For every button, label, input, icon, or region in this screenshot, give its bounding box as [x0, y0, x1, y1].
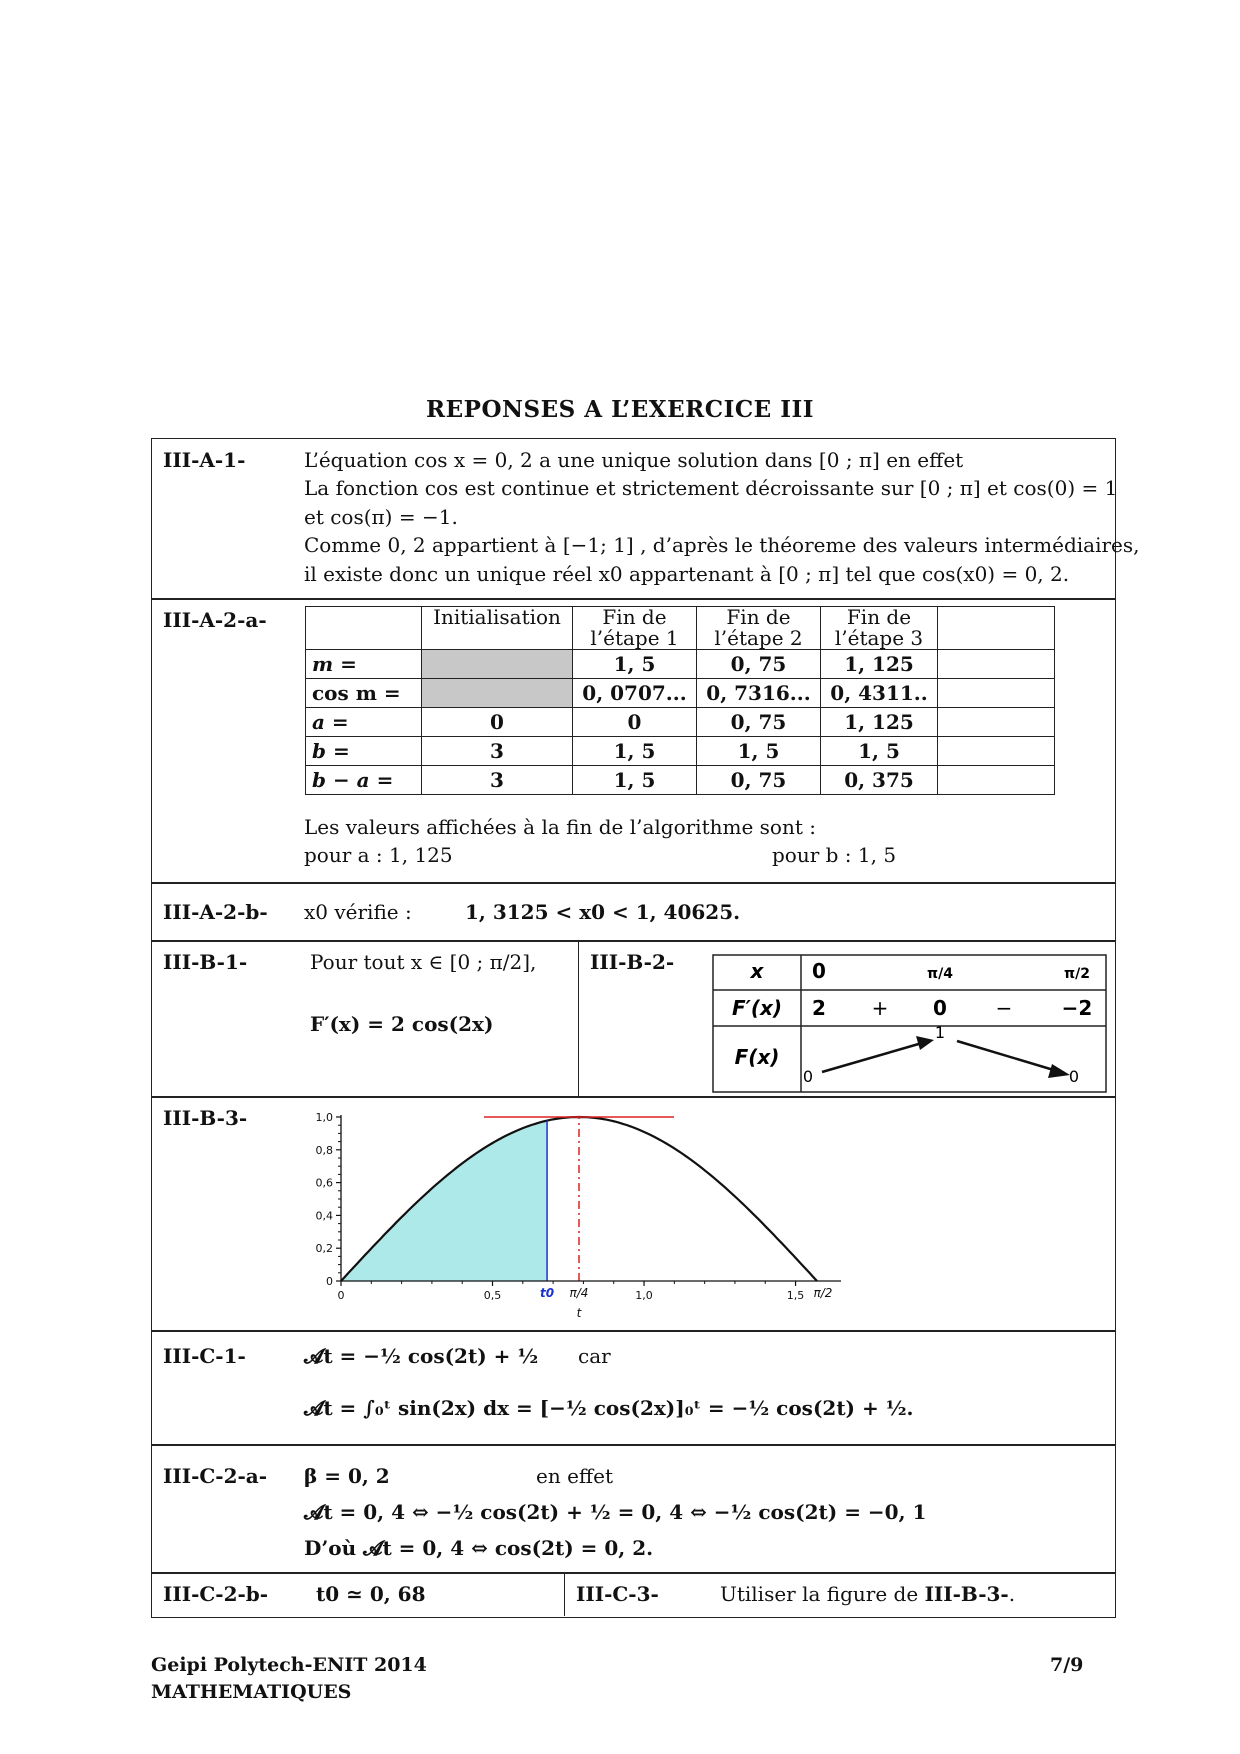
c2a-beta: β = 0, 2 — [304, 1464, 390, 1488]
label-a1: III-A-1- — [163, 448, 246, 472]
c1-car: car — [578, 1344, 611, 1368]
algorithm-table — [305, 606, 1055, 795]
vt-f-1: 1 — [934, 1023, 946, 1042]
c2a-en-effet: en effet — [536, 1464, 613, 1488]
label-a2a: III-A-2-a- — [163, 608, 267, 632]
special-tick-label: π/2 — [813, 1286, 833, 1300]
a2a-pour-b: pour b : 1, 5 — [772, 843, 897, 867]
section-c1 — [151, 1330, 1116, 1446]
header-step2: Fin de l’étape 2 — [697, 607, 821, 650]
shaded-area — [341, 1121, 547, 1281]
decreasing-arrow — [957, 1041, 1057, 1071]
c2a-line3: D’où 𝓐t = 0, 4 ⇔ cos(2t) = 0, 2. — [304, 1536, 654, 1560]
c1-line2: 𝓐t = ∫₀ᵗ sin(2x) dx = [−½ cos(2x)]₀ᵗ = −½ cos(2t) + ½. — [304, 1396, 914, 1420]
a2a-pour-a: pour a : 1, 125 — [304, 843, 453, 867]
c2b-text: t0 ≃ 0, 68 — [316, 1582, 426, 1606]
y-tick-label: 1,0 — [315, 1111, 333, 1124]
table-row: cos m = 0, 0707... 0, 7316... 0, 4311.. — [306, 679, 1055, 708]
vt-x-0: 0 — [812, 959, 826, 983]
vt-fp-3: − — [995, 996, 1013, 1020]
label-b2: III-B-2- — [590, 950, 675, 974]
label-a2b: III-A-2-b- — [163, 900, 268, 924]
a2b-ineq: 1, 3125 < x0 < 1, 40625. — [465, 900, 741, 924]
vt-fp-4: −2 — [1061, 996, 1093, 1020]
vt-f-label: F(x) — [734, 1045, 780, 1069]
c2a-line2: 𝓐t = 0, 4 ⇔ −½ cos(2t) + ½ = 0, 4 ⇔ −½ cos(2t) = −0, 1 — [304, 1500, 927, 1524]
x-tick-label: 0 — [337, 1289, 345, 1302]
label-c2b: III-C-2-b- — [163, 1582, 269, 1606]
header-step3: Fin de l’étape 3 — [821, 607, 938, 650]
y-tick-label: 0,8 — [315, 1143, 333, 1157]
footer-subject: MATHEMATIQUES — [151, 1681, 352, 1703]
table-row: b − a = 3 1, 5 0, 75 0, 375 — [306, 766, 1055, 795]
special-tick-label: π/4 — [569, 1286, 589, 1300]
b1-line2: F′(x) = 2 cos(2x) — [310, 1012, 494, 1036]
decreasing-arrow-head — [1048, 1064, 1070, 1078]
label-c1: III-C-1- — [163, 1344, 246, 1368]
y-tick-label: 0,2 — [315, 1242, 333, 1256]
label-b3: III-B-3- — [163, 1106, 248, 1130]
vt-f-0: 0 — [802, 1067, 814, 1086]
divider-b — [578, 940, 579, 1096]
increasing-arrow-head — [916, 1036, 934, 1050]
header-empty — [938, 607, 1055, 650]
b1-line1: Pour tout x ∈ [0 ; π/2], — [310, 950, 537, 974]
a1-line1: L’équation cos x = 0, 2 a une unique solution dans [0 ; π] en effet — [304, 448, 964, 472]
footer-school: Geipi Polytech-ENIT 2014 — [151, 1654, 427, 1676]
y-tick-label: 0,6 — [315, 1176, 333, 1190]
a2a-after: Les valeurs affichées à la fin de l’algorithme sont : — [304, 815, 816, 839]
x-tick-label: 1,5 — [786, 1289, 805, 1302]
divider-c — [564, 1572, 565, 1616]
a2b-text: x0 vérifie : — [304, 900, 412, 924]
label-c3: III-C-3- — [576, 1582, 659, 1606]
page-number: 7/9 — [1050, 1654, 1084, 1676]
variation-table — [712, 954, 1107, 1094]
table-row: b = 3 1, 5 1, 5 1, 5 — [306, 737, 1055, 766]
label-b1: III-B-1- — [163, 950, 248, 974]
vt-fp-2: 0 — [933, 996, 947, 1020]
c1-line1: 𝓐t = −½ cos(2t) + ½ — [304, 1344, 539, 1368]
special-tick-label: t0 — [540, 1286, 555, 1300]
sin-2t-chart — [300, 1106, 860, 1328]
a1-line4: Comme 0, 2 appartient à [−1; 1] , d’après le théoreme des valeurs intermédiaires, — [304, 533, 1140, 557]
vt-x-pi2: π/2 — [1064, 966, 1090, 982]
page-title: REPONSES A L’EXERCICE III — [426, 396, 814, 423]
x-axis-label: t — [576, 1306, 582, 1320]
y-tick-label: 0 — [326, 1275, 333, 1288]
vt-f-2: 0 — [1068, 1067, 1080, 1086]
label-c2a: III-C-2-a- — [163, 1464, 268, 1488]
a1-line5: il existe donc un unique réel x0 appartenant à [0 ; π] tel que cos(x0) = 0, 2. — [304, 562, 1070, 586]
vt-fp-0: 2 — [812, 996, 826, 1020]
a1-line2: La fonction cos est continue et strictement décroissante sur [0 ; π] et cos(0) = 1 — [304, 476, 1118, 500]
header-step1: Fin de l’étape 1 — [573, 607, 697, 650]
vt-x-label: x — [750, 959, 764, 983]
increasing-arrow — [822, 1043, 922, 1072]
a1-line3: et cos(π) = −1. — [304, 505, 458, 529]
y-tick-label: 0,4 — [315, 1209, 333, 1223]
x-tick-label: 0,5 — [483, 1289, 502, 1302]
x-tick-label: 1,0 — [635, 1289, 653, 1302]
vt-fp-1: + — [871, 996, 889, 1020]
table-corner — [306, 607, 422, 650]
vt-fp-label: F′(x) — [731, 996, 783, 1020]
header-init: Initialisation — [422, 607, 573, 650]
vt-x-pi4: π/4 — [927, 966, 953, 982]
table-row: m = 1, 5 0, 75 1, 125 — [306, 650, 1055, 679]
c3-text: Utiliser la figure de III-B-3-. — [720, 1582, 1016, 1606]
table-row: a = 0 0 0, 75 1, 125 — [306, 708, 1055, 737]
